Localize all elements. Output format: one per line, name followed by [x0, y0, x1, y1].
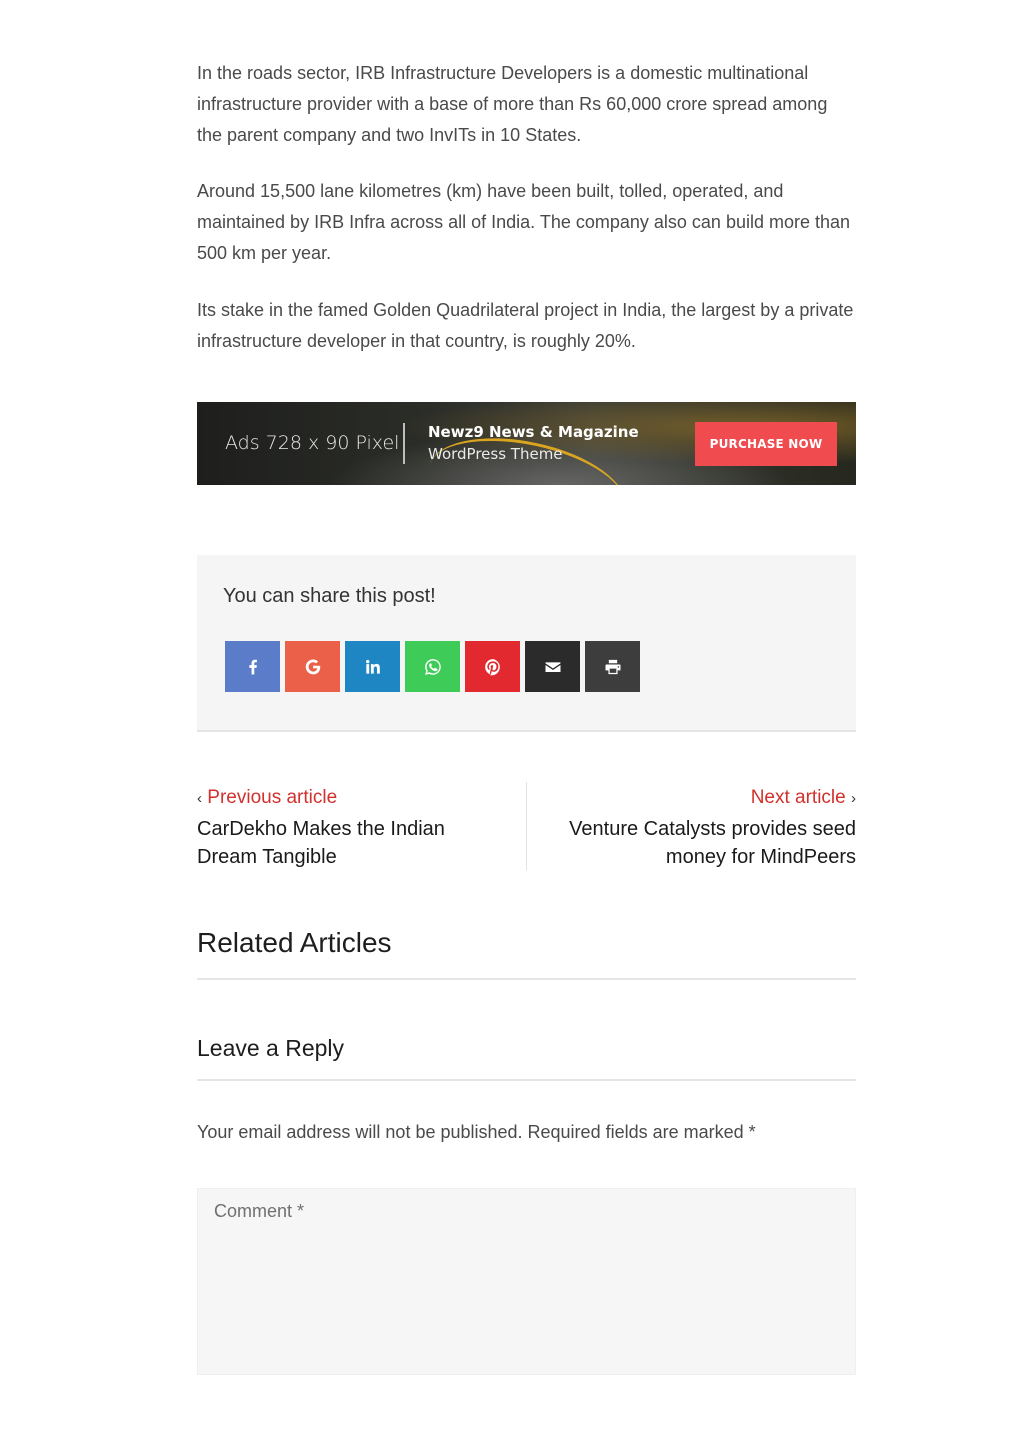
ad-title: Newz9 News & Magazine [428, 423, 639, 441]
previous-article-title[interactable]: CarDekho Makes the Indian Dream Tangible [197, 818, 445, 868]
ad-size-label: Ads 728 x 90 Pixel [225, 432, 400, 454]
article-paragraph: Its stake in the famed Golden Quadrilateral project in India, the largest by a private infrastructure developer in that country, is roughly 20%. [197, 300, 854, 351]
required-fields-note: Your email address will not be published. Required fields are marked * [197, 1122, 756, 1142]
next-article-label: Next article [750, 787, 846, 808]
comment-field[interactable] [197, 1188, 856, 1375]
purchase-now-button[interactable]: PURCHASE NOW [695, 422, 837, 466]
post-navigation [197, 782, 856, 870]
chevron-left-icon: ‹ [197, 790, 202, 807]
share-pinterest-button[interactable] [465, 641, 520, 692]
whatsapp-icon [423, 657, 443, 677]
share-linkedin-button[interactable] [345, 641, 400, 692]
share-buttons [225, 641, 640, 692]
article-paragraph: Around 15,500 lane kilometres (km) have been built, tolled, operated, and maintained by IRB Infra across all of India. The company also can build more than 500 km per year. [197, 181, 851, 263]
pinterest-icon [483, 657, 503, 677]
next-article[interactable] [536, 786, 856, 871]
next-article-link[interactable] [536, 786, 856, 811]
related-articles-heading: Related Articles [197, 927, 392, 958]
share-whatsapp-button[interactable] [405, 641, 460, 692]
leave-reply-heading: Leave a Reply [197, 1035, 345, 1061]
next-article-title[interactable]: Venture Catalysts provides seed money for MindPeers [569, 818, 856, 868]
previous-article[interactable] [197, 786, 497, 871]
share-google-button[interactable] [285, 641, 340, 692]
previous-article-label: Previous article [207, 787, 338, 808]
print-button[interactable] [585, 641, 640, 692]
ad-banner[interactable] [197, 402, 856, 485]
share-box [197, 555, 856, 732]
nav-divider [526, 782, 527, 870]
facebook-icon [243, 657, 263, 677]
related-articles-section [197, 925, 856, 980]
google-icon [303, 657, 323, 677]
share-facebook-button[interactable] [225, 641, 280, 692]
share-title: You can share this post! [223, 585, 436, 607]
share-email-button[interactable] [525, 641, 580, 692]
email-icon [543, 657, 563, 677]
chevron-right-icon: › [851, 790, 856, 807]
linkedin-icon [363, 657, 383, 677]
leave-reply-section [197, 1033, 856, 1081]
previous-article-link[interactable] [197, 786, 497, 811]
ad-divider [403, 423, 405, 464]
ad-subtitle: WordPress Theme [428, 445, 563, 463]
article-paragraph: In the roads sector, IRB Infrastructure Developers is a domestic multinational infrastructure provider with a base of more than Rs 60,000 crore spread among the parent company and two InvITs in 10 States. [197, 63, 828, 145]
print-icon [603, 657, 623, 677]
